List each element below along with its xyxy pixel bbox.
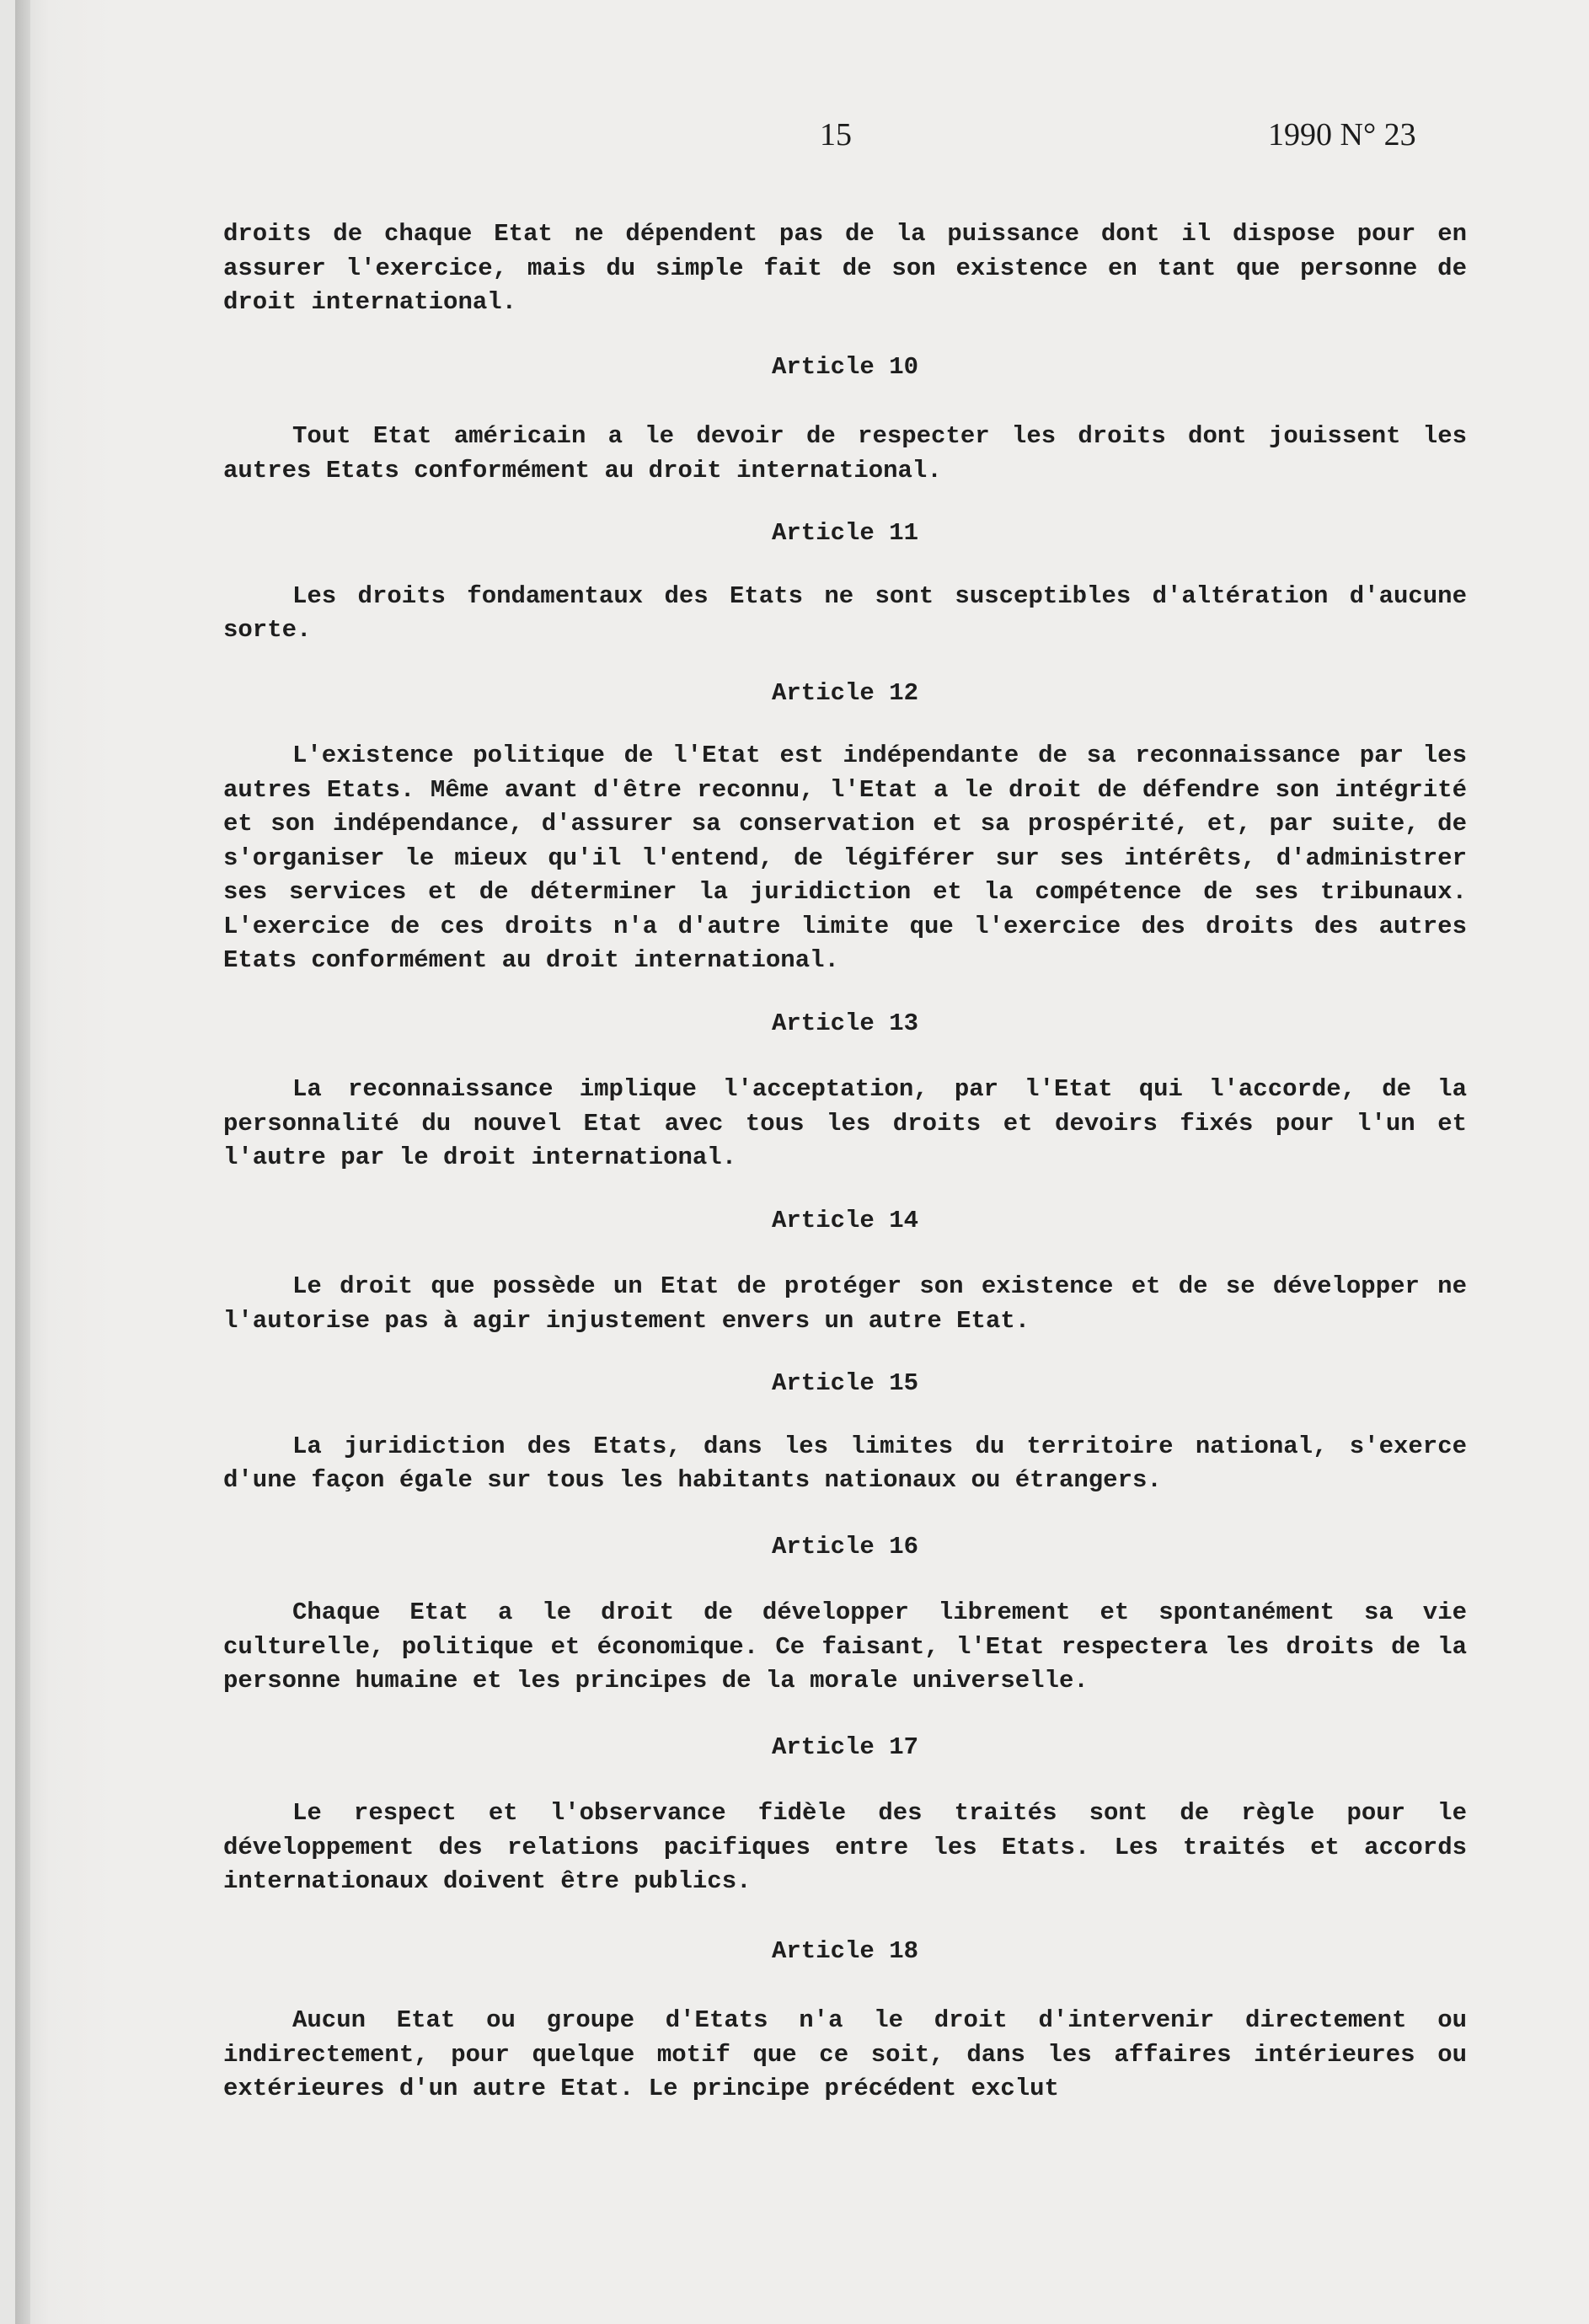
article-10-text: Tout Etat américain a le devoir de respecter les droits dont jouissent les autres Etats conformément au droit international. <box>223 422 1467 485</box>
article-15-heading: Article 15 <box>771 1369 919 1397</box>
article-14-heading: Article 14 <box>771 1206 919 1234</box>
article-16-heading: Article 16 <box>771 1532 919 1561</box>
document-body <box>223 217 1467 2107</box>
article-14-text: Le droit que possède un Etat de protéger son existence et de se développer ne l'autorise pas à agir injustement envers un autre Etat. <box>223 1272 1467 1335</box>
article-11-heading: Article 11 <box>771 519 919 547</box>
page-edge-shadow <box>15 0 30 2324</box>
journal-reference: 1990 N° 23 <box>1268 117 1416 153</box>
article-13-heading: Article 13 <box>771 1009 919 1037</box>
page-number: 15 <box>820 117 852 153</box>
paragraph-continued: droits de chaque Etat ne dépendent pas de la puissance dont il dispose pour en assurer l'exercice, mais du simple fait de son existence en tant que personne de droit international. <box>223 220 1467 316</box>
article-12-text: L'existence politique de l'Etat est indépendante de sa reconnaissance par les autres Etats. Même avant d'être reconnu, l'Etat a le droit de défendre son intégrité et son indépendance, d'assurer sa conservation et sa prospérité, et, par suite, de s'organiser le mieux qu'il l'entend, de légiférer sur ses intérêts, d'administrer ses services et de déterminer la juridiction et la compétence de ses tribunaux. L'exercice de ces droits n'a d'autre limite que l'exercice des droits des autres Etats conformément au droit international. <box>223 742 1467 974</box>
document-page <box>15 0 1589 2324</box>
article-12-heading: Article 12 <box>771 678 919 707</box>
article-11-text: Les droits fondamentaux des Etats ne sont susceptibles d'altération d'aucune sorte. <box>223 581 1467 644</box>
article-10-heading: Article 10 <box>771 352 919 381</box>
article-17-text: Le respect et l'observance fidèle des traités sont de règle pour le développement des relations pacifiques entre les Etats. Les traités et accords internationaux doivent être publics. <box>223 1799 1467 1895</box>
article-16-text: Chaque Etat a le droit de développer librement et spontanément sa vie culturelle, politique et économique. Ce faisant, l'Etat respectera les droits de la personne humaine et les principes de la morale universelle. <box>223 1598 1467 1695</box>
article-15-text: La juridiction des Etats, dans les limites du territoire national, s'exerce d'une façon égale sur tous les habitants nationaux ou étrangers. <box>223 1432 1467 1494</box>
article-17-heading: Article 17 <box>771 1732 919 1761</box>
article-18-heading: Article 18 <box>771 1936 919 1965</box>
article-13-text: La reconnaissance implique l'acceptation, par l'Etat qui l'accorde, de la personnalité du nouvel Etat avec tous les droits et devoirs fixés pour l'un et l'autre par le droit international. <box>223 1075 1467 1171</box>
article-18-text: Aucun Etat ou groupe d'Etats n'a le droit d'intervenir directement ou indirectement, pour quelque motif que ce soit, dans les affaires intérieures ou extérieures d'un autre Etat. Le principe précédent exclut <box>223 2006 1467 2102</box>
